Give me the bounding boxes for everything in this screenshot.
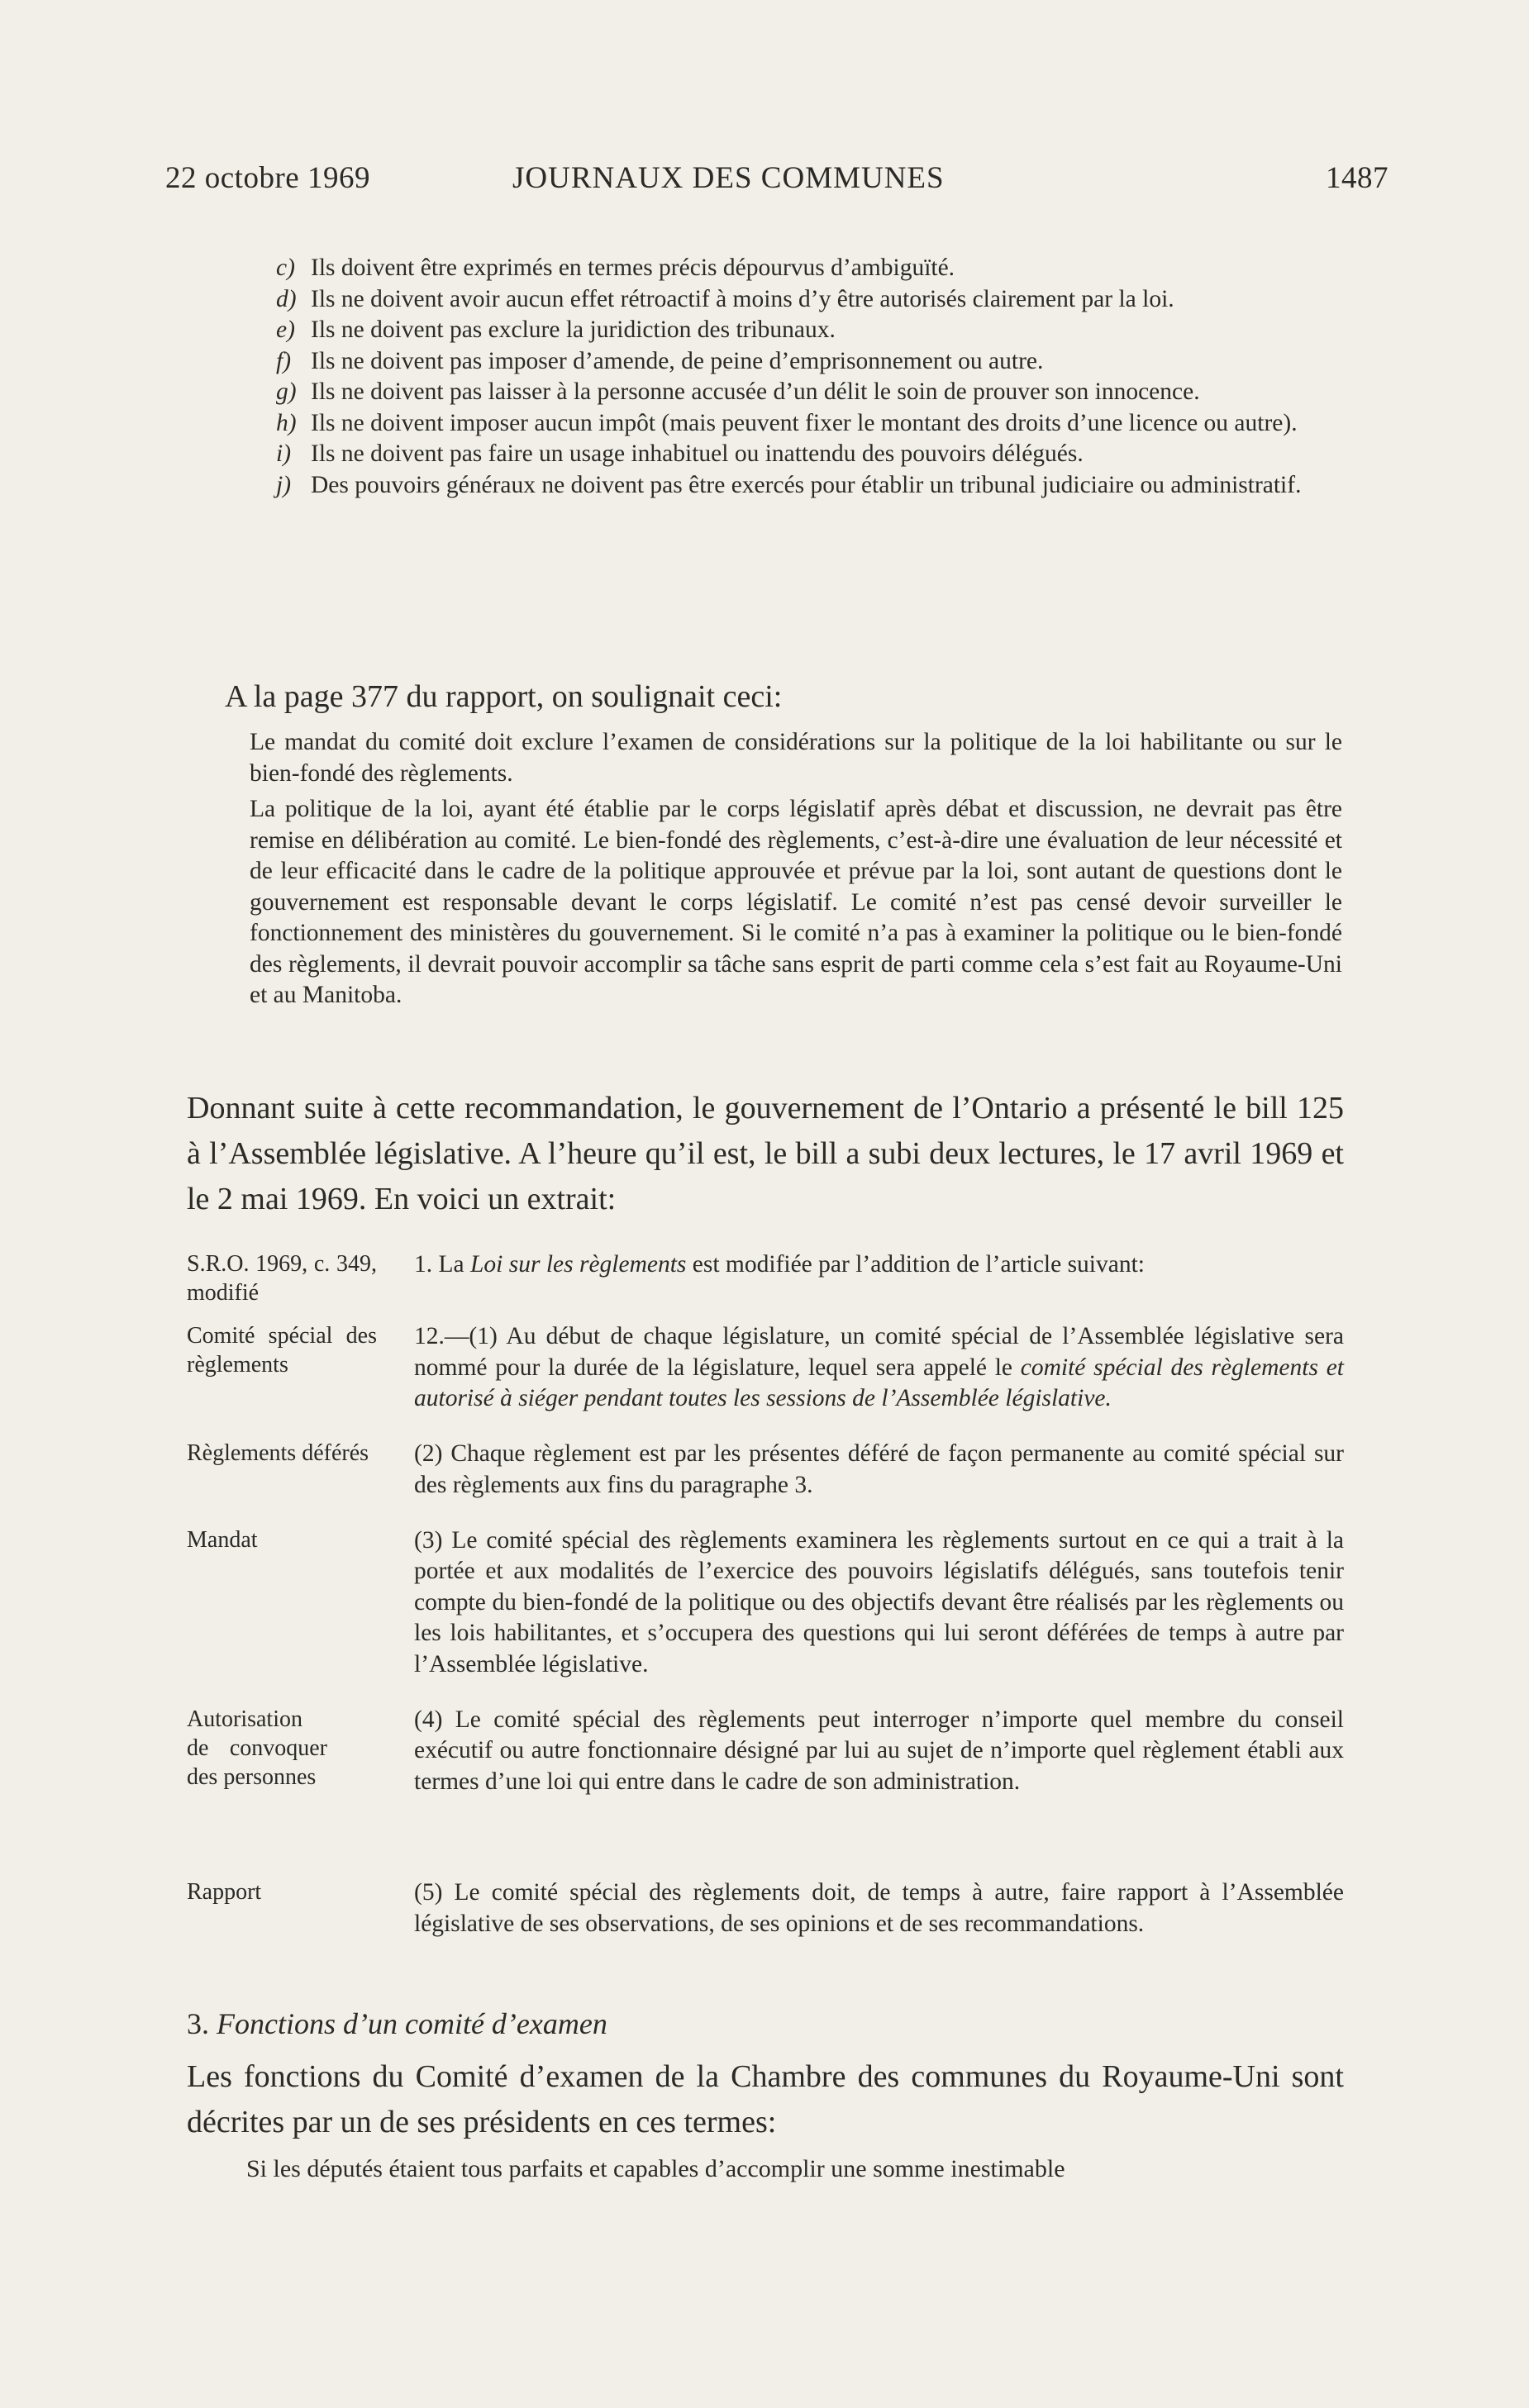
quote-paragraph: La politique de la loi, ayant été établie par le corps législatif après débat et discussion, ne devrait pas être remise en délibération au comité. Le bien-fondé des règlements, c’est-à-dire une évaluation de leur nécessité et de leur efficacité dans le cadre de la politique approuvée et prévue par la loi, sont autant de questions dont le gouvernement est responsable devant le corps législatif. Le comité n’est pas censé devoir surveiller le fonctionnement des ministères du gouvernement. Si le comité n’a pas à examiner la politique ou le bien-fondé des règlements, il devrait pouvoir accomplir sa tâche sans esprit de parti comme cela s’est fait au Royaume-Uni et au Manitoba. [250, 796, 1342, 1008]
statute-row [187, 1439, 1344, 1501]
statute-text: (2) Chaque règlement est par les présentes déféré de façon permanente au comité spécial sur des règlements aux fins du paragraphe 3. [414, 1440, 1344, 1498]
margin-note: Rapport [187, 1879, 262, 1905]
statute-text: (4) Le comité spécial des règlements peut interroger n’importe quel membre du conseil exécutif ou autre fonctionnaire désigné par lui au sujet de n’importe quel règlement établi aux termes d’une loi qui entre dans le cadre de son administration. [414, 1706, 1344, 1795]
list-item: i) Ils ne doivent pas faire un usage inhabituel ou inattendu des pouvoirs délégués. [276, 440, 1084, 467]
statute-row [187, 1249, 1344, 1306]
statute-row [187, 1705, 1344, 1854]
paragraph-uk-committee: Les fonctions du Comité d’examen de la Chambre des communes du Royaume-Uni sont décrites par un de ses présidents en ces termes: [187, 2059, 1344, 2139]
report-quote [250, 727, 1342, 1011]
statute-row [187, 1525, 1344, 1681]
list-item: f) Ils ne doivent pas imposer d’amende, de peine d’emprisonnement ou autre. [276, 347, 1044, 374]
list-item: e) Ils ne doivent pas exclure la juridiction des tribunaux. [276, 316, 836, 343]
header-title: JOURNAUX DES COMMUNES [512, 161, 945, 195]
list-item: j) Des pouvoirs généraux ne doivent pas être exercés pour établir un tribunal judiciaire ou administratif. [276, 471, 1302, 498]
list-item: c) Ils doivent être exprimés en termes précis dépourvus d’ambiguïté. [276, 255, 955, 281]
paragraph-intro-report: A la page 377 du rapport, on soulignait ceci: [225, 679, 783, 714]
list-item: d) Ils ne doivent avoir aucun effet rétroactif à moins d’y être autorisés clairement par la loi. [276, 285, 1174, 312]
paragraph-quote-start: Si les députés étaient tous parfaits et capables d’accomplir une somme inestimable [246, 2155, 1065, 2182]
margin-note: Comité spécial des règlements [187, 1323, 377, 1378]
margin-note: Autorisation de convoquer des personnes [187, 1706, 327, 1790]
statute-row [187, 1877, 1344, 1939]
margin-note: Règlements déférés [187, 1440, 369, 1466]
statute-text: 1. La Loi sur les règlements est modifiée par l’addition de l’article suivant: [414, 1250, 1145, 1278]
list-item: h) Ils ne doivent imposer aucun impôt (mais peuvent fixer le montant des droits d’une licence ou autre). [276, 409, 1298, 436]
margin-note: S.R.O. 1969, c. 349, modifié [187, 1250, 377, 1306]
statute-text: (3) Le comité spécial des règlements examinera les règlements surtout en ce qui a trait à la portée et aux modalités de l’exercice des pouvoirs législatifs délégués, sans toutefois tenir compte du bien-fondé de la politique ou des objectifs devant être réalisés par les règlements ou les lois habilitantes, et s’occupera des questions qui lui seront déférées de temps à autre par l’Assemblée législative. [414, 1526, 1344, 1678]
page-header [165, 160, 1388, 207]
bill-extract [187, 1225, 1344, 1964]
list-item: g) Ils ne doivent pas laisser à la personne accusée d’un délit le soin de prouver son innocence. [276, 378, 1200, 405]
section-heading [187, 2003, 1344, 2044]
statute-text: (5) Le comité spécial des règlements doit, de temps à autre, faire rapport à l’Assemblée législative de ses observations, de ses opinions et de ses recommandations. [414, 1879, 1344, 1937]
quote-paragraph: Le mandat du comité doit exclure l’examen de considérations sur la politique de la loi habilitante ou sur le bien-fondé des règlements. [250, 729, 1342, 787]
section-number: 3. [187, 2007, 209, 2040]
margin-note: Mandat [187, 1526, 258, 1553]
paragraph-ontario-bill: Donnant suite à cette recommandation, le gouvernement de l’Ontario a présenté le bill 125 à l’Assemblée législative. A l’heure qu’il est, le bill a subi deux lectures, le 17 avril 1969 et le 2 mai 1969. En voici un extrait: [187, 1091, 1344, 1216]
page-number: 1487 [1326, 161, 1388, 195]
statute-row [187, 1321, 1344, 1415]
statute-text: 12.—(1) Au début de chaque législature, un comité spécial de l’Assemblée législative sera nommé pour la durée de la législature, lequel sera appelé le comité spécial des règlements et autorisé à siéger pendant toutes les sessions de l’Assemblée législative. [414, 1323, 1344, 1411]
criteria-list [276, 253, 1342, 501]
section-title: Fonctions d’un comité d’examen [217, 2007, 607, 2040]
header-date: 22 octobre 1969 [165, 161, 370, 195]
